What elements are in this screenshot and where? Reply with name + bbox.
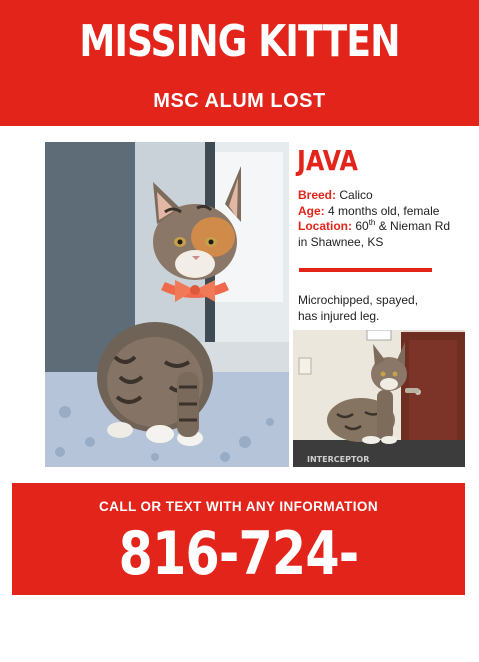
pet-details <box>298 188 473 250</box>
pet-name: JAVA <box>297 144 358 177</box>
age-value: 4 months old, female <box>328 203 440 218</box>
location-value: & Nieman Rd <box>378 219 451 233</box>
main-kitten-photo <box>45 142 289 467</box>
poster-title: MISSING KITTEN <box>79 16 400 67</box>
location-suffix: th <box>368 218 376 227</box>
pet-notes <box>298 292 468 324</box>
phone-number[interactable]: 816-724-9631 <box>118 519 359 661</box>
poster-subtitle: MSC ALUM LOST <box>153 90 326 112</box>
kitten-exam-table-illustration <box>293 330 465 467</box>
location-label: Location: <box>298 219 352 233</box>
breed-label: Breed: <box>298 188 337 202</box>
kitten-window-illustration <box>45 142 289 467</box>
mat-text: INTERCEPTOR <box>307 455 370 464</box>
location-row <box>298 219 473 235</box>
location-row-2: in Shawnee, KS <box>298 234 384 249</box>
notes-line-2: has injured leg. <box>298 309 380 323</box>
section-divider <box>299 268 432 272</box>
breed-row <box>298 188 473 204</box>
age-row <box>298 204 473 220</box>
header-banner <box>0 0 479 126</box>
age-label: Age: <box>298 203 325 218</box>
call-to-action: CALL OR TEXT WITH ANY INFORMATION <box>99 499 378 514</box>
footer-banner <box>12 483 465 661</box>
breed-value: Calico <box>339 188 373 202</box>
secondary-kitten-photo <box>293 330 465 467</box>
location-number: 60 <box>355 219 369 233</box>
notes-line-1: Microchipped, spayed, <box>298 293 419 307</box>
